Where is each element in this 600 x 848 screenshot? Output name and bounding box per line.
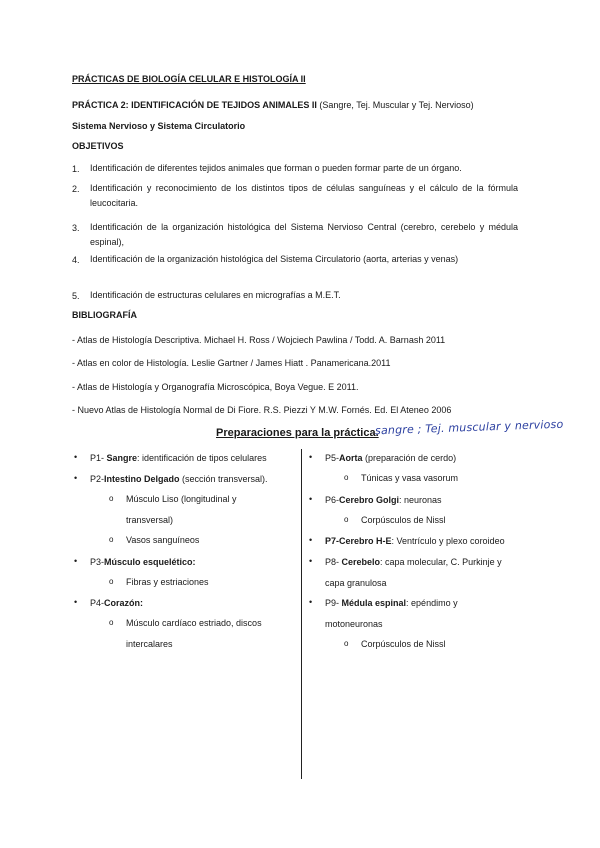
prep-p8 bbox=[325, 557, 502, 567]
prep-name: Corazón: bbox=[104, 598, 144, 608]
objective-number: 1. bbox=[72, 164, 80, 174]
prep-num: P5- bbox=[325, 453, 340, 463]
prep-num: P6- bbox=[325, 495, 340, 505]
prep-desc: : neuronas bbox=[399, 495, 442, 505]
prep-desc: : capa molecular, C. Purkinje y bbox=[380, 557, 502, 567]
objective-text: Identificación de diferentes tejidos animales que forman o pueden formar parte de un órgano. bbox=[90, 163, 462, 173]
objective-number: 2. bbox=[72, 184, 80, 194]
bibliography-heading: BIBLIOGRAFÍA bbox=[72, 310, 137, 320]
prep-name: P7-Cerebro H-E bbox=[325, 536, 392, 546]
prep-desc: (sección transversal). bbox=[179, 474, 268, 484]
sub-bullet-icon: o bbox=[344, 639, 349, 648]
bibliography-item: - Atlas en color de Histología. Leslie Gartner / James Hiatt . Panamericana.2011 bbox=[72, 358, 391, 368]
prep-p2 bbox=[90, 474, 268, 484]
objective-number: 5. bbox=[72, 291, 80, 301]
prep-desc: : epéndimo y bbox=[406, 598, 458, 608]
bibliography-item: - Atlas de Histología y Organografía Microscópica, Boya Vegue. E 2011. bbox=[72, 382, 359, 392]
objective-number: 4. bbox=[72, 255, 80, 265]
prep-sub-item: Músculo cardíaco estriado, discos bbox=[126, 618, 262, 628]
prep-p9-cont: motoneuronas bbox=[325, 619, 383, 629]
prep-desc: : Ventrículo y plexo coroideo bbox=[391, 536, 505, 546]
objectives-heading: OBJETIVOS bbox=[72, 141, 124, 151]
sub-bullet-icon: o bbox=[109, 494, 114, 503]
prep-name: Músculo esquelético: bbox=[104, 557, 196, 567]
prep-num: P9- bbox=[325, 598, 342, 608]
prep-num: P1- bbox=[90, 453, 107, 463]
prep-p9 bbox=[325, 598, 458, 608]
bullet-icon: • bbox=[309, 452, 313, 462]
bibliography-item: - Atlas de Histología Descriptiva. Michael H. Ross / Wojciech Pawlina / Todd. A. Barnash 2011 bbox=[72, 335, 446, 345]
prep-p5 bbox=[325, 453, 456, 463]
course-title: PRÁCTICAS DE BIOLOGÍA CELULAR E HISTOLOGÍA II bbox=[72, 74, 306, 84]
objective-text: Identificación de la organización histológica del Sistema Nervioso Central (cerebro, cerebelo y médula espinal), bbox=[90, 222, 518, 247]
practice-title-main: PRÁCTICA 2: IDENTIFICACIÓN DE TEJIDOS ANIMALES II bbox=[72, 100, 317, 110]
prep-sub-item: Túnicas y vasa vasorum bbox=[361, 473, 459, 483]
sub-bullet-icon: o bbox=[344, 473, 349, 482]
prep-p4 bbox=[90, 598, 143, 608]
sub-bullet-icon: o bbox=[344, 515, 349, 524]
preparations-title: Preparaciones para la práctica. bbox=[216, 427, 379, 439]
practice-title-subtitle: (Sangre, Tej. Muscular y Tej. Nervioso) bbox=[316, 100, 474, 110]
prep-desc: (preparación de cerdo) bbox=[362, 453, 457, 463]
sub-bullet-icon: o bbox=[109, 618, 114, 627]
prep-p6 bbox=[325, 495, 442, 505]
prep-sub-item: Corpúsculos de Nissl bbox=[361, 639, 446, 649]
bullet-icon: • bbox=[74, 452, 78, 462]
prep-sub-item: Corpúsculos de Nissl bbox=[361, 515, 446, 525]
sub-bullet-icon: o bbox=[109, 577, 114, 586]
prep-num: P8- bbox=[325, 557, 342, 567]
prep-sub-item: Vasos sanguíneos bbox=[126, 535, 200, 545]
prep-name: Cerebro Golgi bbox=[339, 495, 400, 505]
prep-p7 bbox=[325, 536, 505, 546]
prep-name: Intestino Delgado bbox=[104, 474, 180, 484]
prep-p1 bbox=[90, 453, 267, 463]
bullet-icon: • bbox=[74, 473, 78, 483]
prep-desc: : identificación de tipos celulares bbox=[137, 453, 267, 463]
objective-text: Identificación de estructuras celulares en micrografías a M.E.T. bbox=[90, 290, 341, 300]
prep-sub-item: Músculo Liso (longitudinal y bbox=[126, 494, 237, 504]
prep-name: Sangre bbox=[106, 453, 138, 463]
prep-name: Cerebelo bbox=[341, 557, 381, 567]
practice-title bbox=[72, 100, 474, 110]
bullet-icon: • bbox=[74, 597, 78, 607]
objective-text: Identificación de la organización histológica del Sistema Circulatorio (aorta, arterias y venas) bbox=[90, 254, 459, 264]
handwritten-note: sangre ; Tej. muscular y nervioso bbox=[374, 417, 564, 438]
prep-num: P4- bbox=[90, 598, 105, 608]
prep-num: P3- bbox=[90, 557, 105, 567]
bullet-icon: • bbox=[74, 556, 78, 566]
systems-title: Sistema Nervioso y Sistema Circulatorio bbox=[72, 121, 246, 131]
objective-text: Identificación y reconocimiento de los distintos tipos de células sanguíneas y el cálculo de la fórmula leucocitaria. bbox=[90, 183, 518, 208]
prep-name: Aorta bbox=[339, 453, 363, 463]
bullet-icon: • bbox=[309, 535, 313, 545]
column-divider bbox=[301, 449, 302, 779]
bullet-icon: • bbox=[309, 597, 313, 607]
bullet-icon: • bbox=[309, 556, 313, 566]
prep-num: P2- bbox=[90, 474, 105, 484]
bullet-icon: • bbox=[309, 494, 313, 504]
objective-number: 3. bbox=[72, 223, 80, 233]
prep-name: Médula espinal bbox=[341, 598, 407, 608]
sub-bullet-icon: o bbox=[109, 535, 114, 544]
prep-sub-item: Fibras y estriaciones bbox=[126, 577, 209, 587]
prep-sub-item-cont: transversal) bbox=[126, 515, 174, 525]
prep-p3 bbox=[90, 557, 196, 567]
prep-sub-item-cont: intercalares bbox=[126, 639, 173, 649]
bibliography-item: - Nuevo Atlas de Histología Normal de Di Fiore. R.S. Piezzi Y M.W. Fornés. Ed. El Ateneo 2006 bbox=[72, 405, 452, 415]
prep-p8-cont: capa granulosa bbox=[325, 578, 387, 588]
